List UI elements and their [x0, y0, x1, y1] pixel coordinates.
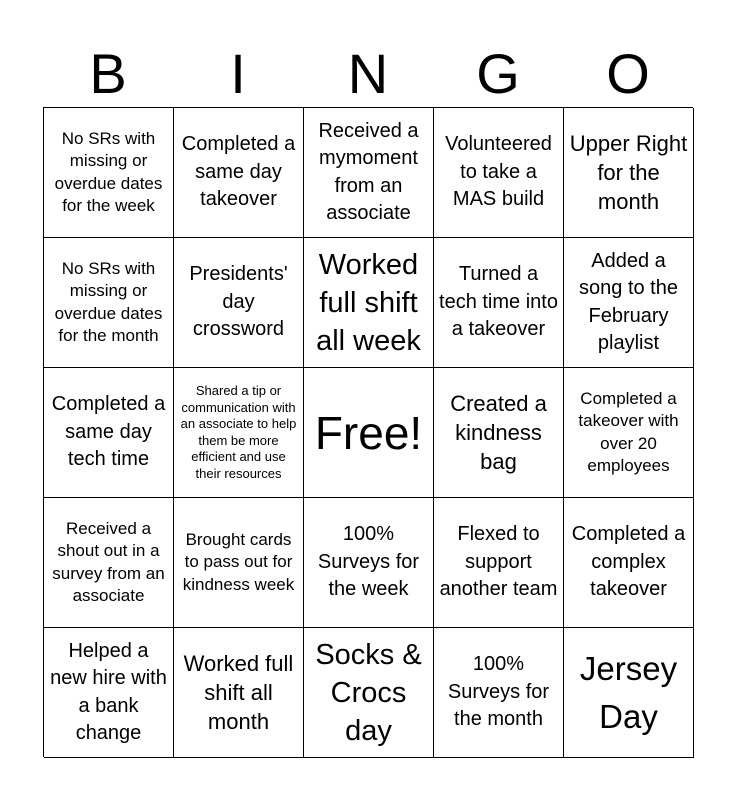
bingo-cell	[44, 628, 174, 758]
bingo-cell	[304, 628, 434, 758]
cell-text: Shared a tip or communication with an associate to help them be more efficient and use their resources	[180, 383, 297, 481]
cell-text: Jersey Day	[579, 649, 678, 735]
header-letter-n: N	[347, 42, 389, 105]
cell-text: Socks & Crocs day	[315, 638, 422, 747]
cell-text: Received a mymoment from an associate	[318, 119, 419, 224]
cell-text: Free!	[314, 406, 423, 459]
header-letter-g: G	[476, 42, 520, 105]
cell-text: Worked full shift all week	[316, 248, 421, 357]
cell-text: No SRs with missing or overdue dates for the month	[54, 258, 163, 345]
cell-text: Volunteered to take a MAS build	[445, 133, 552, 211]
bingo-cell	[304, 108, 434, 238]
cell-text: Completed a same day tech time	[51, 393, 166, 471]
bingo-cell	[564, 108, 694, 238]
bingo-cell	[174, 498, 304, 628]
free-space-cell	[304, 368, 434, 498]
bingo-cell	[434, 108, 564, 238]
bingo-cell	[434, 628, 564, 758]
cell-text: Presidents' day crossword	[189, 263, 288, 341]
cell-text: 100% Surveys for the month	[447, 653, 550, 731]
bingo-cell	[44, 238, 174, 368]
cell-text: Upper Right for the month	[569, 131, 688, 214]
cell-text: Helped a new hire with a bank change	[50, 639, 167, 744]
cell-text: Added a song to the February playlist	[579, 249, 678, 354]
cell-text: Completed a complex takeover	[571, 523, 686, 601]
bingo-cell	[434, 498, 564, 628]
cell-text: 100% Surveys for the week	[317, 523, 420, 601]
header-letter-i: I	[230, 42, 246, 105]
cell-text: Completed a same day takeover	[181, 133, 296, 211]
bingo-cell	[434, 368, 564, 498]
cell-text: No SRs with missing or overdue dates for the week	[54, 128, 163, 215]
header-letter-o: O	[606, 42, 650, 105]
bingo-cell	[44, 108, 174, 238]
bingo-cell	[564, 238, 694, 368]
bingo-cell	[174, 628, 304, 758]
cell-text: Flexed to support another team	[439, 523, 558, 601]
bingo-grid	[43, 107, 693, 757]
header-letter-b: B	[89, 42, 127, 105]
bingo-cell	[174, 108, 304, 238]
bingo-cell	[304, 498, 434, 628]
cell-text: Received a shout out in a survey from an associate	[52, 518, 165, 605]
bingo-cell	[564, 628, 694, 758]
cell-text: Turned a tech time into a takeover	[439, 263, 558, 341]
bingo-header	[43, 40, 693, 108]
bingo-cell	[174, 238, 304, 368]
bingo-cell	[564, 498, 694, 628]
bingo-cell	[174, 368, 304, 498]
bingo-cell	[44, 368, 174, 498]
bingo-cell	[564, 368, 694, 498]
cell-text: Completed a takeover with over 20 employees	[578, 388, 679, 475]
bingo-cell	[434, 238, 564, 368]
bingo-cell	[304, 238, 434, 368]
cell-text: Worked full shift all month	[183, 651, 294, 734]
cell-text: Created a kindness bag	[450, 391, 547, 474]
cell-text: Brought cards to pass out for kindness week	[182, 529, 295, 594]
bingo-cell	[44, 498, 174, 628]
